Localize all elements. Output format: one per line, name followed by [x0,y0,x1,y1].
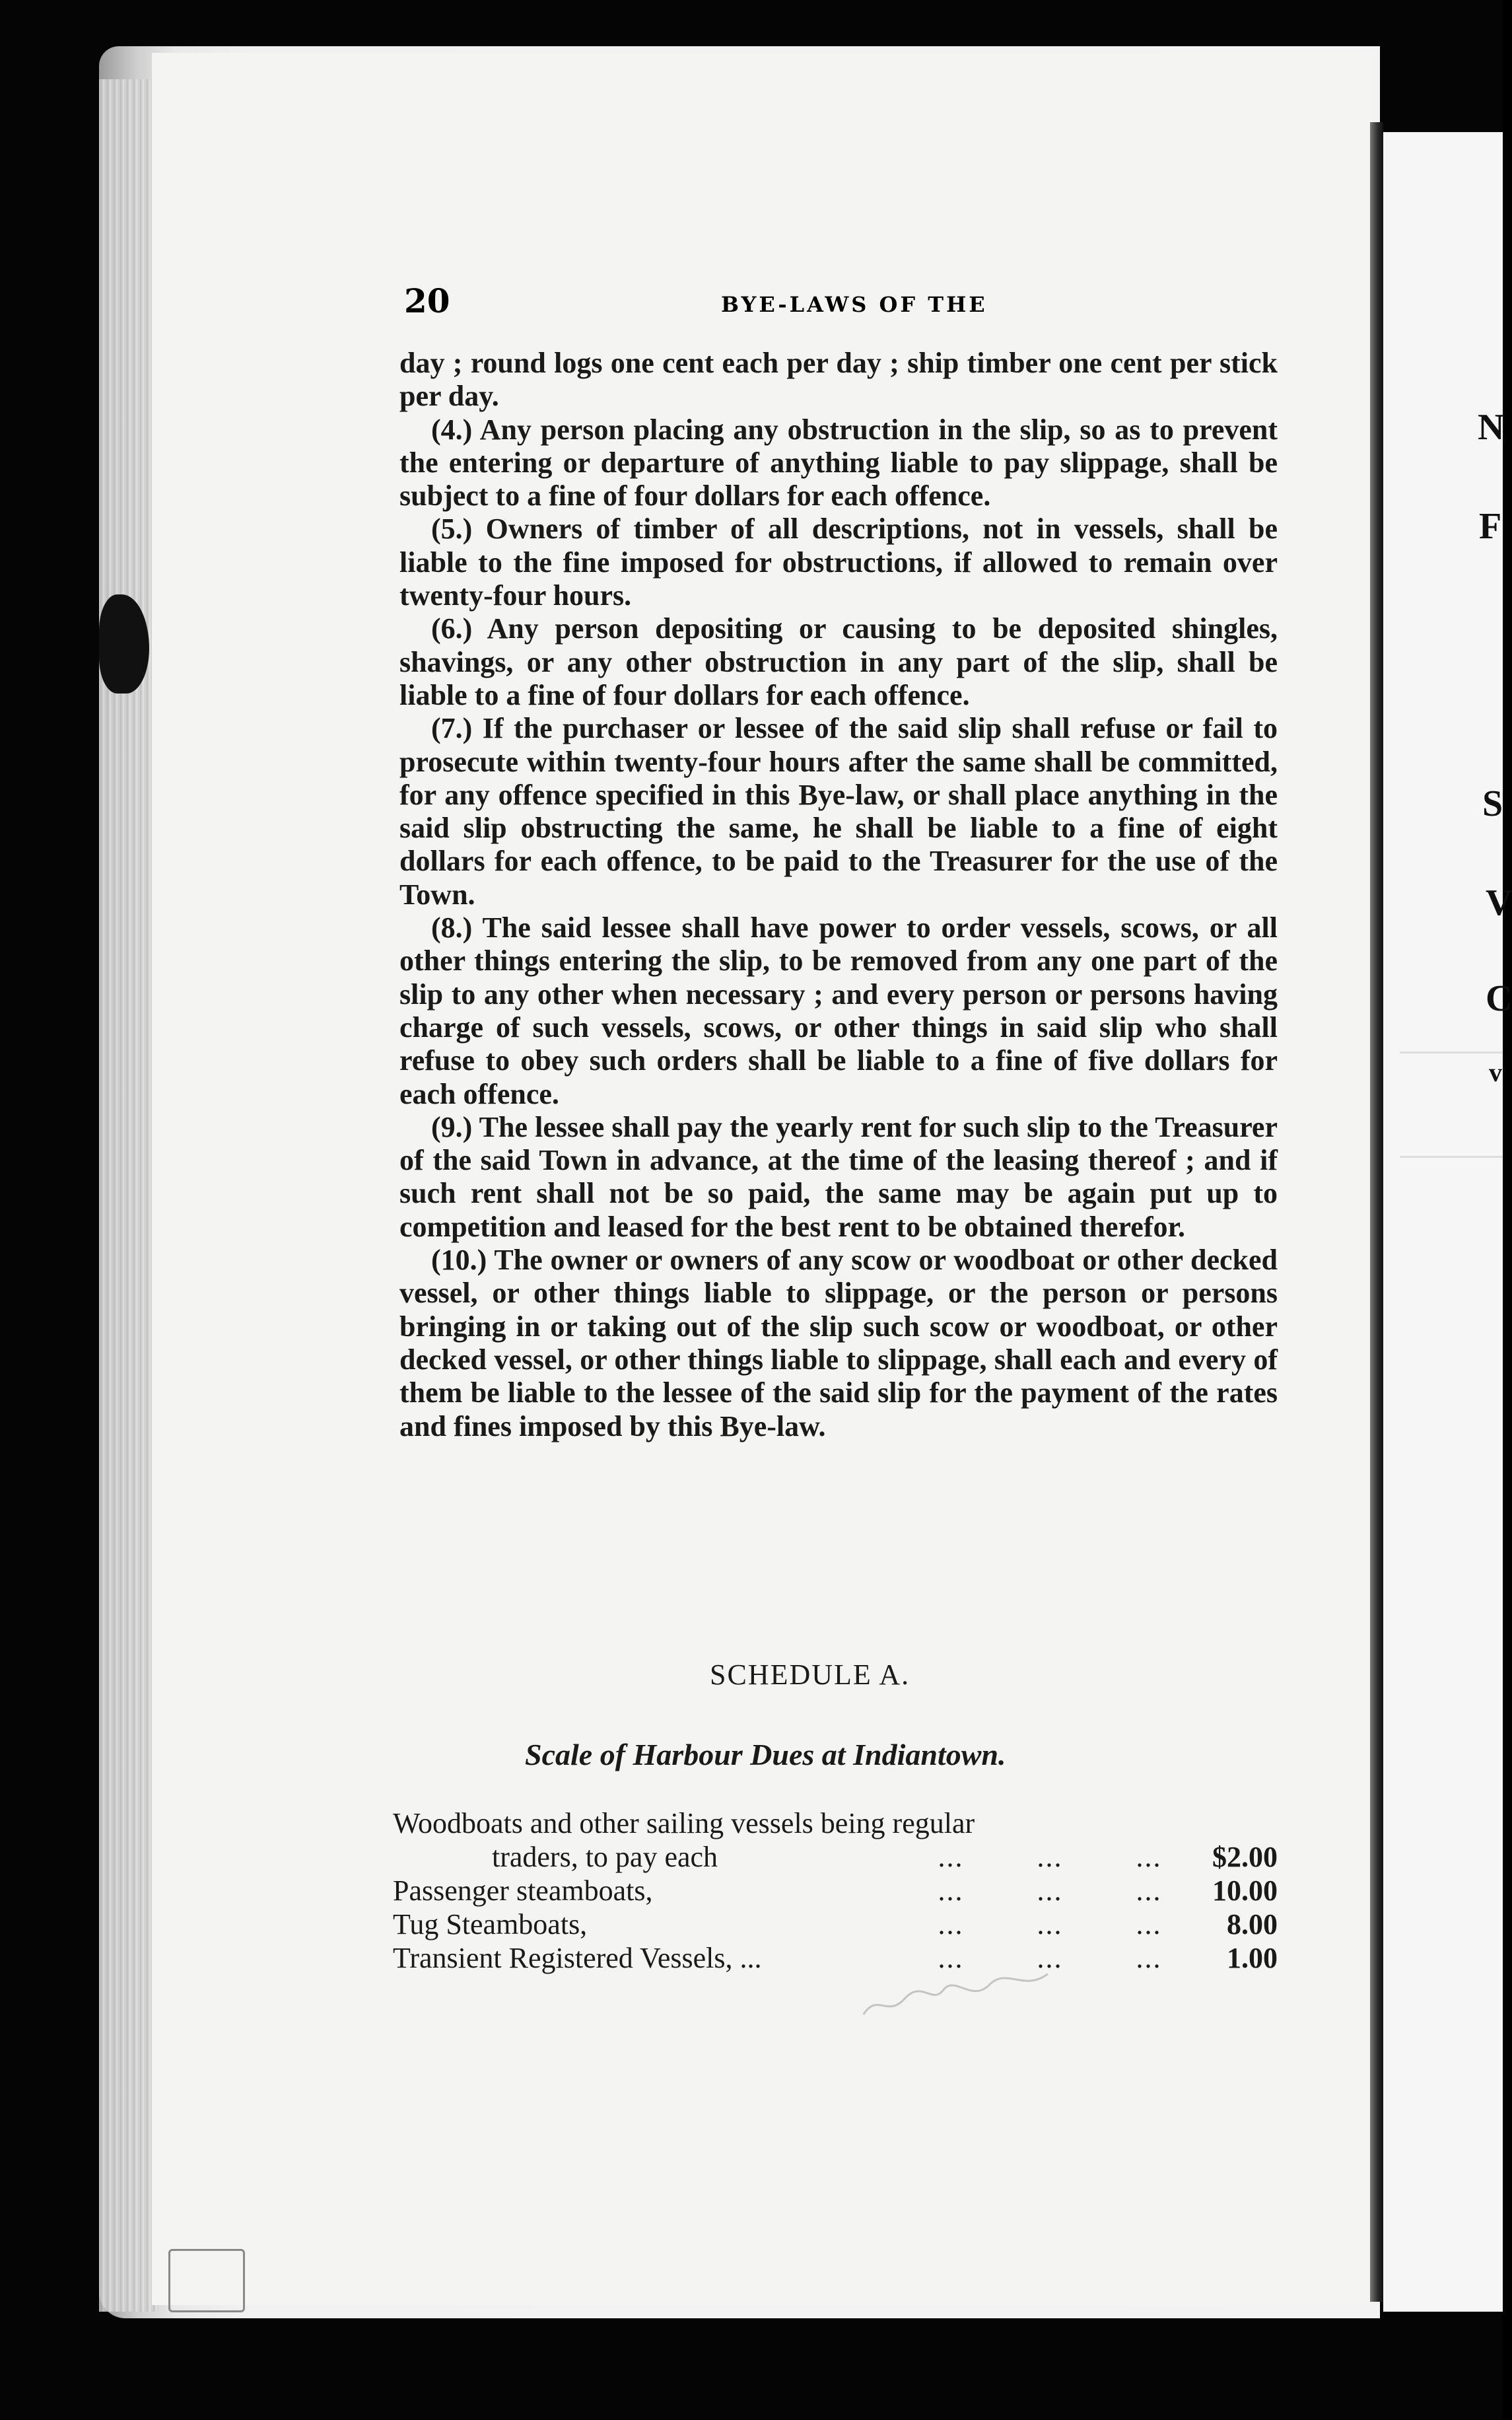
dues-description: Transient Registered Vessels, ... [393,1942,762,1974]
table-row [393,1907,1278,1941]
book-gutter [1370,122,1383,2302]
dues-description: traders, to pay each [492,1841,718,1873]
leader-dots: ... [1037,1841,1063,1873]
leader-dots: ... [1136,1942,1162,1974]
table-row [393,1840,1278,1874]
paragraph: (10.) The owner or owners of any scow or woodboat or other decked vessel, or other things liable to slippage, or the person or persons bringing in or taking out of the slip such scow or woodboat, or other decked vessel, or other things liable to slippage, shall each and every of them be liable to the lessee of the said slip for the payment of the rates and fines imposed by this Bye-law. [399,1244,1278,1442]
dues-description: Passenger steamboats, [393,1874,653,1907]
page-number: 20 [404,281,450,320]
paragraph: (7.) If the purchaser or lessee of the said slip shall refuse or fail to prosecute within twenty-four hours after the same shall be committed, for any offence specified in this Bye-law, or shall place anything in the said slip obstructing the same, he shall be liable to a fine of eight dollars for each offence, to be paid to the Treasurer for the use of the Town. [399,712,1278,911]
bye-law-text [399,347,1278,1443]
harbour-dues-table [393,1806,1278,1975]
paragraph: day ; round logs one cent each per day ; ship timber one cent per stick per day. [399,347,1278,413]
facing-page [1383,132,1503,2312]
paragraph: (6.) Any person depositing or causing to be deposited shingles, shavings, or any other obstruction in any part of the slip, shall be liable to a fine of four dollars for each offence. [399,612,1278,711]
facing-page-letter: C [1486,978,1512,1019]
table-row [393,1941,1278,1975]
leader-dots: ... [938,1874,964,1907]
paragraph: (4.) Any person placing any obstruction in the slip, so as to prevent the entering or departure of anything liable to pay slippage, shall be subject to a fine of four dollars for each offence. [399,413,1278,513]
leader-dots: ... [1037,1908,1063,1940]
page-corner-mark [168,2249,245,2312]
facing-page-letter: v [1489,1057,1502,1087]
schedule-title: SCHEDULE A. [710,1658,911,1691]
paragraph: (9.) The lessee shall pay the yearly rent for such slip to the Treasurer of the said Town in advance, at the time of the leasing thereof ; and if such rent shall not be so paid, the same may be again put up to competition and leased for the best rent to be obtained therefor. [399,1110,1278,1243]
leader-dots: ... [938,1942,964,1974]
schedule-subtitle: Scale of Harbour Dues at Indiantown. [525,1738,1006,1771]
leader-dots: ... [938,1908,964,1940]
running-head [404,281,1282,321]
scan-artifact-line [1400,1051,1503,1053]
dues-description: Woodboats and other sailing vessels being regular [393,1807,975,1839]
facing-page-letter: V [1486,882,1512,923]
leader-dots: ... [1136,1908,1162,1940]
dues-amount: 8.00 [1227,1908,1278,1940]
facing-page-letter: F [1479,506,1502,547]
page-heading: BYE-LAWS OF THE [721,292,988,317]
leader-dots: ... [1136,1874,1162,1907]
facing-page-letter: S [1482,783,1503,824]
scan-artifact-line [1400,1156,1503,1158]
paragraph: (5.) Owners of timber of all descriptions, not in vessels, shall be liable to the fine imposed for obstructions, if allowed to remain over twenty-four hours. [399,513,1278,612]
leader-dots: ... [1037,1942,1063,1974]
facing-page-letter: N [1478,407,1505,448]
table-row [393,1874,1278,1907]
dues-amount [1198,1806,1278,1840]
leader-dots: ... [1136,1841,1162,1873]
table-row [393,1806,1278,1840]
paragraph: (8.) The said lessee shall have power to order vessels, scows, or all other things entering the slip, to be removed from any one part of the slip to any other when necessary ; and every person or persons having charge of such vessels, scows, or other things in said slip who shall refuse to obey such orders shall be liable to a fine of five dollars for each offence. [399,911,1278,1110]
dues-description: Tug Steamboats, [393,1908,588,1940]
dues-amount: $2.00 [1212,1841,1278,1873]
leader-dots: ... [938,1841,964,1873]
page-edges [99,79,158,2312]
dues-amount: 1.00 [1227,1942,1278,1974]
leader-dots: ... [1037,1874,1063,1907]
dues-amount: 10.00 [1212,1874,1278,1907]
